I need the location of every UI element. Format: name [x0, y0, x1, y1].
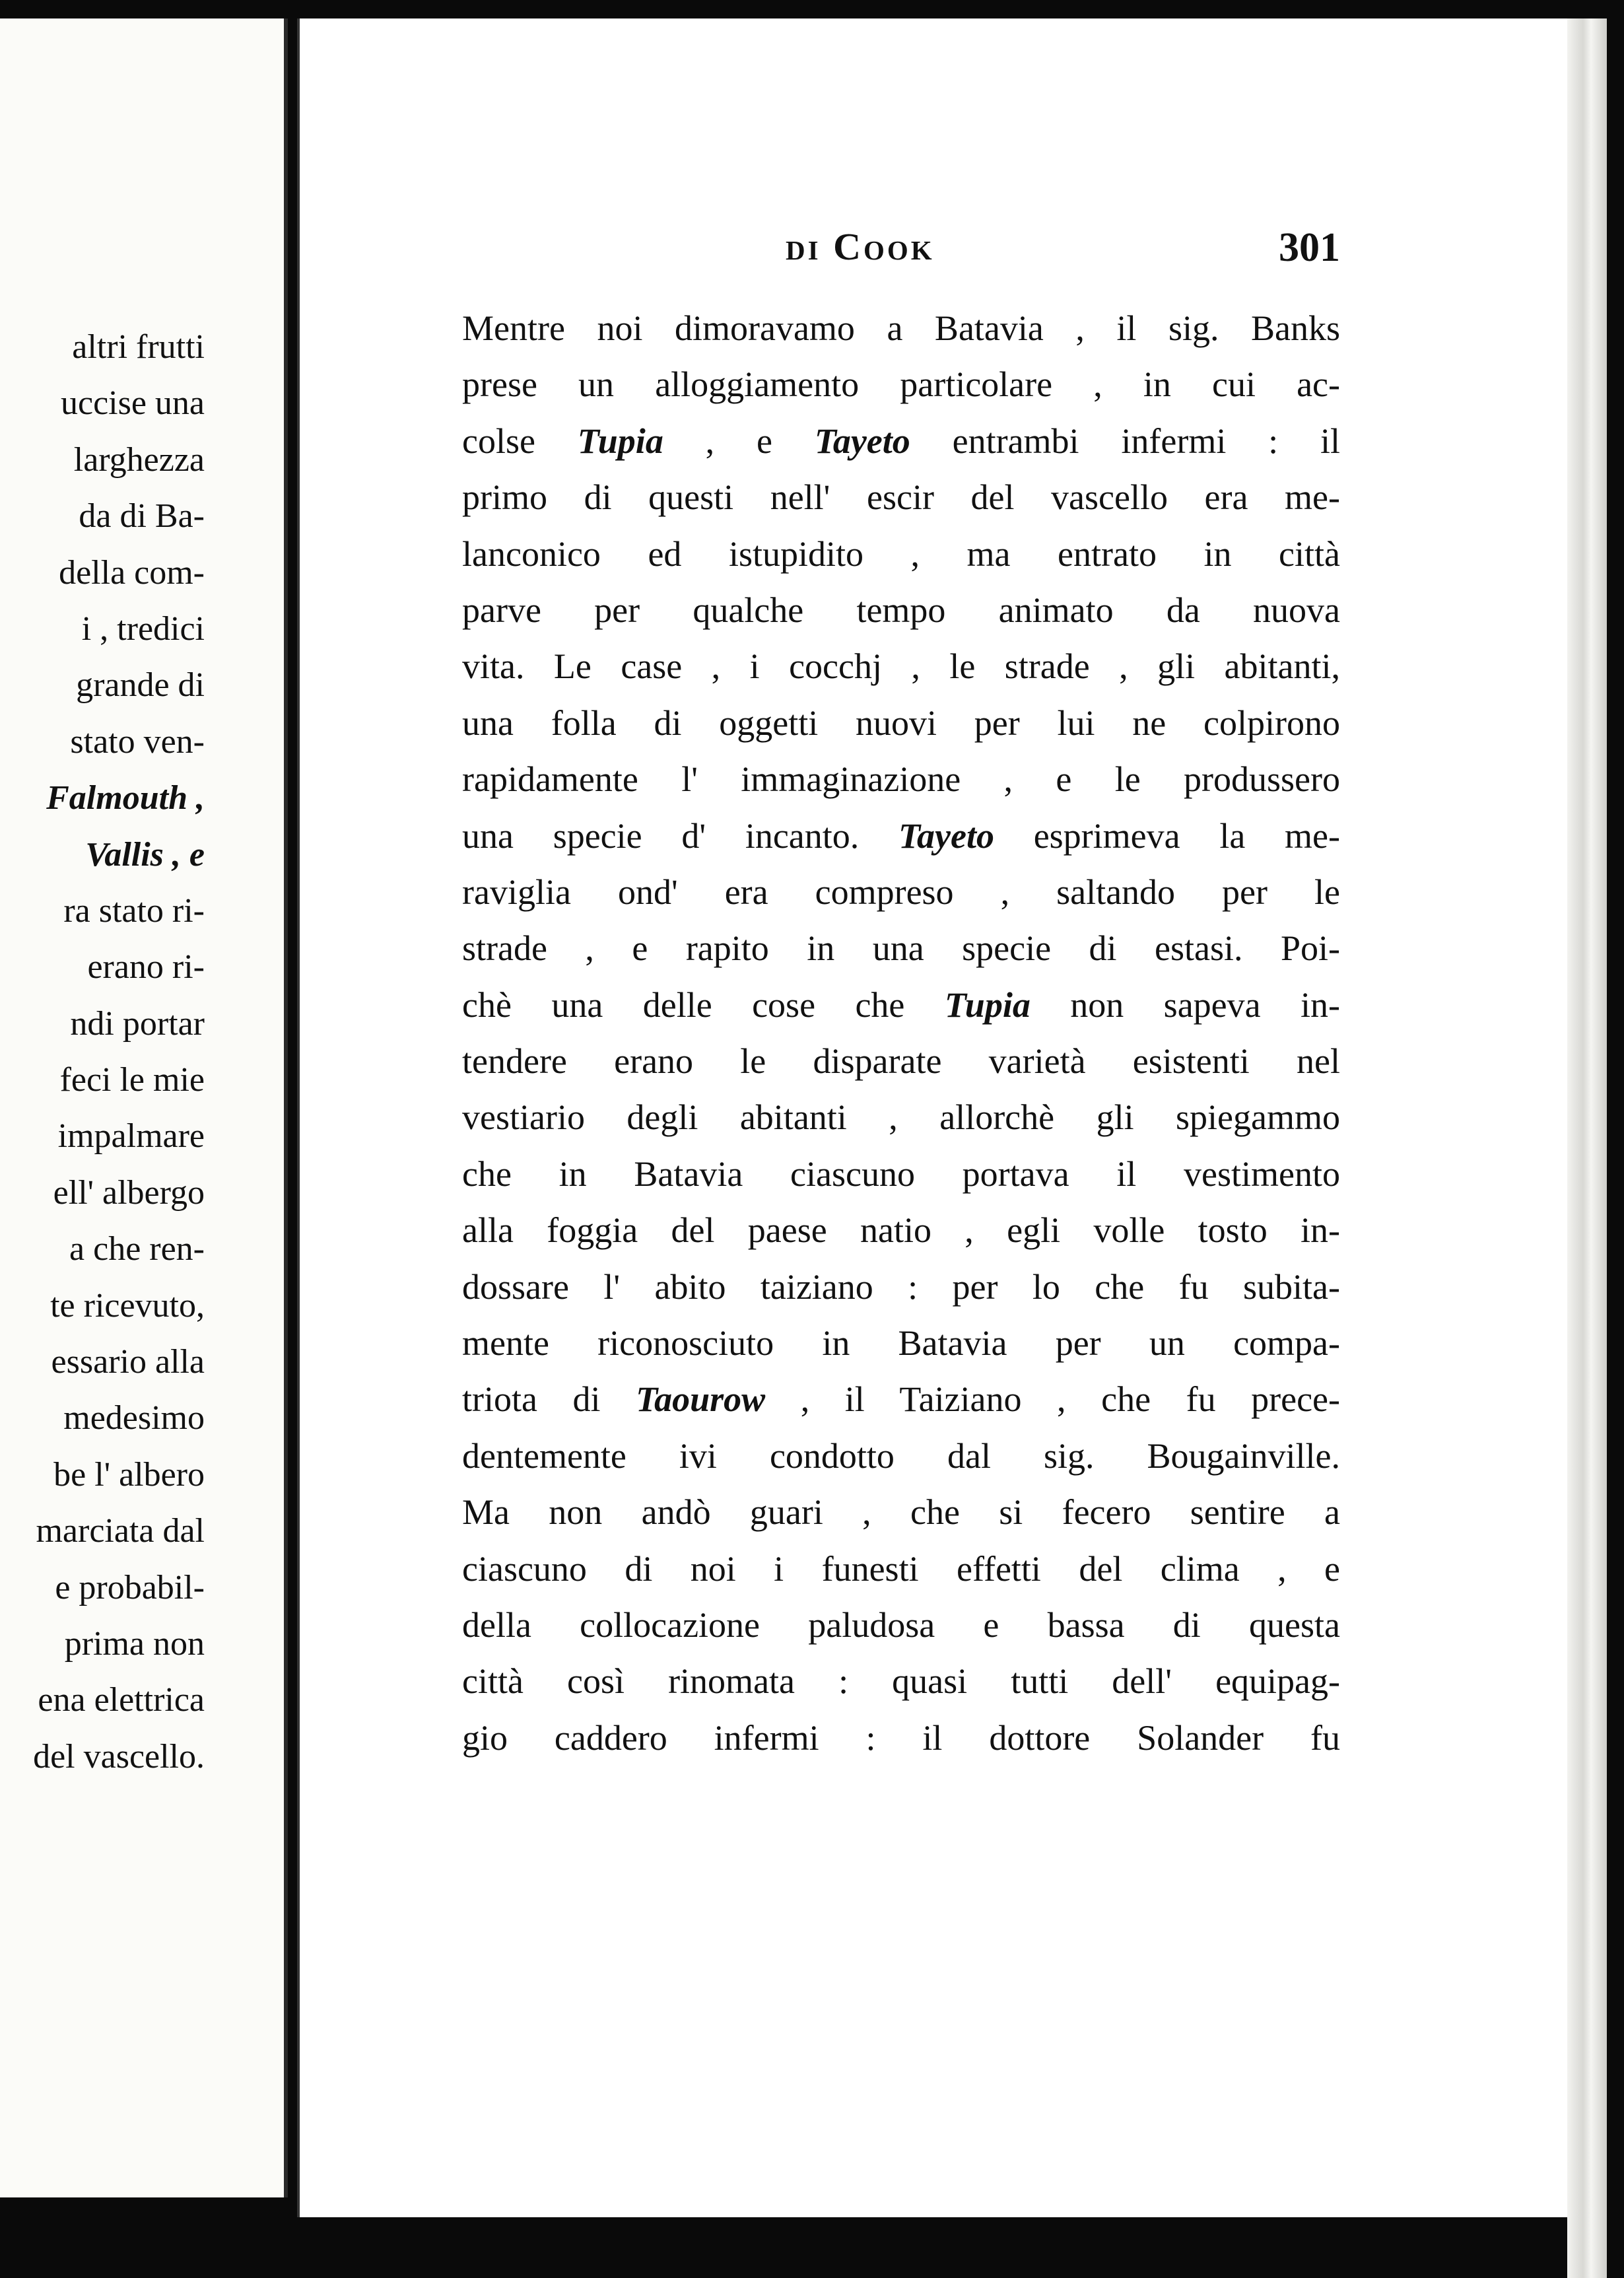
facing-text-line: della com-	[59, 553, 205, 592]
page-edge	[1567, 18, 1607, 2278]
italic-name: Tupia	[577, 421, 663, 461]
facing-text-line: i , tredici	[81, 609, 205, 648]
text-line: strade , e rapito in una specie di estasi. Poi-	[462, 928, 1340, 969]
italic-name: Taourow	[636, 1379, 766, 1420]
facing-text-line: da di Ba-	[79, 497, 205, 535]
facing-text-line: larghezza	[73, 440, 205, 479]
facing-text-line: Falmouth ,	[46, 779, 205, 817]
text-line: una specie d' incanto. Tayeto esprimeva la me-	[462, 815, 1340, 856]
facing-text-line: altri frutti	[72, 328, 205, 366]
facing-text-line: stato ven-	[70, 722, 205, 761]
facing-text-line: te ricevuto,	[50, 1286, 205, 1325]
text-line: raviglia ond' era compreso , saltando per le	[462, 872, 1340, 912]
facing-text-line: ena elettrica	[38, 1681, 205, 1719]
facing-text-line: a che ren-	[69, 1230, 205, 1268]
facing-text-line: marciata dal	[36, 1512, 205, 1550]
running-head-title: di Cook	[786, 225, 935, 268]
text-line: tendere erano le disparate varietà esistenti nel	[462, 1041, 1340, 1082]
text-line: città così rinomata : quasi tutti dell' equipag-	[462, 1661, 1340, 1702]
italic-name: Tayeto	[898, 815, 994, 856]
text-line: della collocazione paludosa e bassa di questa	[462, 1605, 1340, 1645]
page-number: 301	[1279, 225, 1340, 270]
text-line: vestiario degli abitanti , allorchè gli spiegammo	[462, 1097, 1340, 1138]
text-line: dentemente ivi condotto dal sig. Bougainville.	[462, 1435, 1340, 1476]
facing-text-line: del vascello.	[33, 1737, 205, 1776]
facing-text-line: essario alla	[51, 1343, 205, 1381]
text-line: vita. Le case , i cocchj , le strade , gli abitanti,	[462, 646, 1340, 687]
text-line: una folla di oggetti nuovi per lui ne colpirono	[462, 703, 1340, 743]
facing-text-line: ndi portar	[70, 1004, 205, 1043]
italic-name: Tupia	[944, 984, 1031, 1025]
facing-page-left	[0, 18, 288, 2197]
facing-text-line: uccise una	[60, 384, 205, 423]
facing-text-line: grande di	[76, 666, 205, 705]
text-line: gio caddero infermi : il dottore Solander fu	[462, 1717, 1340, 1758]
facing-text-line: erano ri-	[87, 948, 205, 986]
text-line: chè una delle cose che Tupia non sapeva in-	[462, 984, 1340, 1025]
text-line: triota di Taourow , il Taiziano , che fu prece-	[462, 1379, 1340, 1420]
facing-page-text	[0, 319, 205, 1785]
text-line: che in Batavia ciascuno portava il vestimento	[462, 1154, 1340, 1194]
text-line: ciascuno di noi i funesti effetti del clima , e	[462, 1548, 1340, 1589]
text-line: rapidamente l' immaginazione , e le produssero	[462, 759, 1340, 800]
body-text	[462, 300, 1340, 1766]
facing-text-line: be l' albero	[53, 1455, 205, 1494]
running-head	[489, 224, 1340, 277]
text-line: parve per qualche tempo animato da nuova	[462, 590, 1340, 630]
facing-text-line: feci le mie	[59, 1061, 205, 1099]
text-line: dossare l' abito taiziano : per lo che fu subita-	[462, 1266, 1340, 1307]
text-line: primo di questi nell' escir del vascello era me-	[462, 477, 1340, 518]
facing-text-line: ell' albergo	[53, 1173, 205, 1212]
facing-text-line: impalmare	[57, 1117, 205, 1156]
facing-text-line: prima non	[64, 1624, 205, 1663]
facing-text-line: ra stato ri-	[63, 891, 205, 930]
italic-name: Tayeto	[814, 421, 910, 461]
text-line: Ma non andò guari , che si fecero sentire a	[462, 1492, 1340, 1533]
text-line: prese un alloggiamento particolare , in cui ac-	[462, 364, 1340, 405]
text-line: Mentre noi dimoravamo a Batavia , il sig. Banks	[462, 308, 1340, 348]
facing-text-line: medesimo	[63, 1399, 205, 1437]
text-line: mente riconosciuto in Batavia per un compa-	[462, 1323, 1340, 1363]
facing-text-line: e probabil-	[55, 1568, 205, 1606]
text-line: lanconico ed istupidito , ma entrato in città	[462, 534, 1340, 574]
text-line: alla foggia del paese natio , egli volle tosto in-	[462, 1210, 1340, 1251]
facing-text-line: Vallis , e	[85, 835, 205, 874]
text-line: colse Tupia , e Tayeto entrambi infermi : il	[462, 421, 1341, 461]
